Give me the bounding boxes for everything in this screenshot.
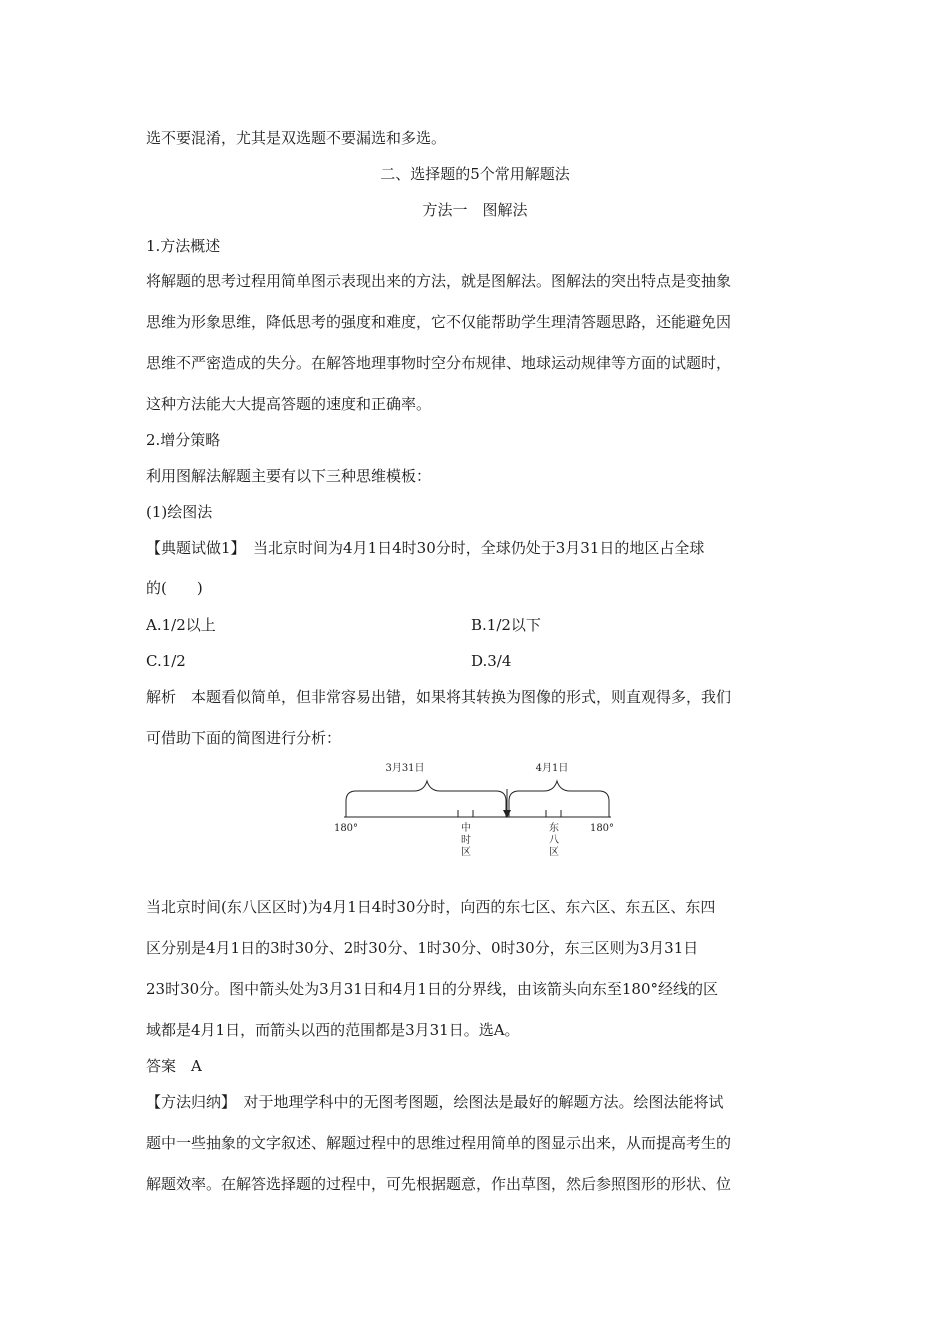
option-d: D.3/4 <box>471 652 512 670</box>
text-line: 思维为形象思维，降低思考的强度和难度，它不仅能帮助学生理清答题思路，还能避免因 <box>146 313 732 331</box>
method-summary-line: 题中一些抽象的文字叙述、解题过程中的思维过程用简单的图显示出来，从而提高考生的 <box>146 1134 732 1152</box>
label-180-right: 180° <box>589 823 615 834</box>
zone-east8-char: 区 <box>549 847 559 858</box>
label-180-left: 180° <box>333 823 359 834</box>
subsection-title: 2.增分策略 <box>146 431 221 449</box>
explanation-line: 23时30分。图中箭头处为3月31日和4月1日的分界线，由该箭头向东至180°经线的区 <box>146 980 719 998</box>
text-line: 这种方法能大大提高答题的速度和正确率。 <box>146 395 432 413</box>
option-a: A.1/2以上 <box>146 616 216 634</box>
date-line-diagram <box>330 755 630 865</box>
zone-east8-char: 八 <box>549 835 559 846</box>
zone-middle-char: 中 <box>461 823 471 834</box>
option-c: C.1/2 <box>146 652 186 670</box>
explanation-line: 当北京时间(东八区区时)为4月1日4时30分时，向西的东七区、东六区、东五区、东四 <box>146 898 716 916</box>
brace-right <box>509 781 609 817</box>
label-april-1: 4月1日 <box>535 763 569 774</box>
text-line: 思维不严密造成的失分。在解答地理事物时空分布规律、地球运动规律等方面的试题时， <box>146 354 732 372</box>
text-line: 利用图解法解题主要有以下三种思维模板： <box>146 467 432 485</box>
analysis-line: 解析 本题看似简单，但非常容易出错，如果将其转换为图像的形式，则直观得多，我们 <box>146 688 732 706</box>
method-heading: 方法一 图解法 <box>422 201 528 219</box>
subsection-title: 1.方法概述 <box>146 237 221 255</box>
answer-line: 答案 A <box>146 1057 202 1075</box>
section-heading: 二、选择题的5个常用解题法 <box>380 165 570 183</box>
explanation-line: 区分别是4月1日的3时30分、2时30分、1时30分、0时30分，东三区则为3月31日 <box>146 939 699 957</box>
method-summary-line: 【方法归纳】 对于地理学科中的无图考图题，绘图法是最好的解题方法。绘图法能将试 <box>146 1093 724 1111</box>
brace-left <box>346 781 506 817</box>
zone-middle-char: 区 <box>461 847 471 858</box>
analysis-line: 可借助下面的简图进行分析： <box>146 729 342 747</box>
option-b: B.1/2以下 <box>471 616 541 634</box>
question-line: 的( ) <box>146 579 203 597</box>
label-march-31: 3月31日 <box>385 763 425 774</box>
explanation-line: 域都是4月1日，而箭头以西的范围都是3月31日。选A。 <box>146 1021 520 1039</box>
subsection-title: (1)绘图法 <box>146 503 213 521</box>
zone-middle-char: 时 <box>461 835 471 846</box>
text-line: 选不要混淆，尤其是双选题不要漏选和多选。 <box>146 129 447 147</box>
method-summary-line: 解题效率。在解答选择题的过程中，可先根据题意，作出草图，然后参照图形的形状、位 <box>146 1175 732 1193</box>
question-line: 【典题试做1】 当北京时间为4月1日4时30分时，全球仍处于3月31日的地区占全球 <box>146 539 705 557</box>
text-line: 将解题的思考过程用简单图示表现出来的方法，就是图解法。图解法的突出特点是变抽象 <box>146 272 732 290</box>
zone-east8-char: 东 <box>549 823 559 834</box>
